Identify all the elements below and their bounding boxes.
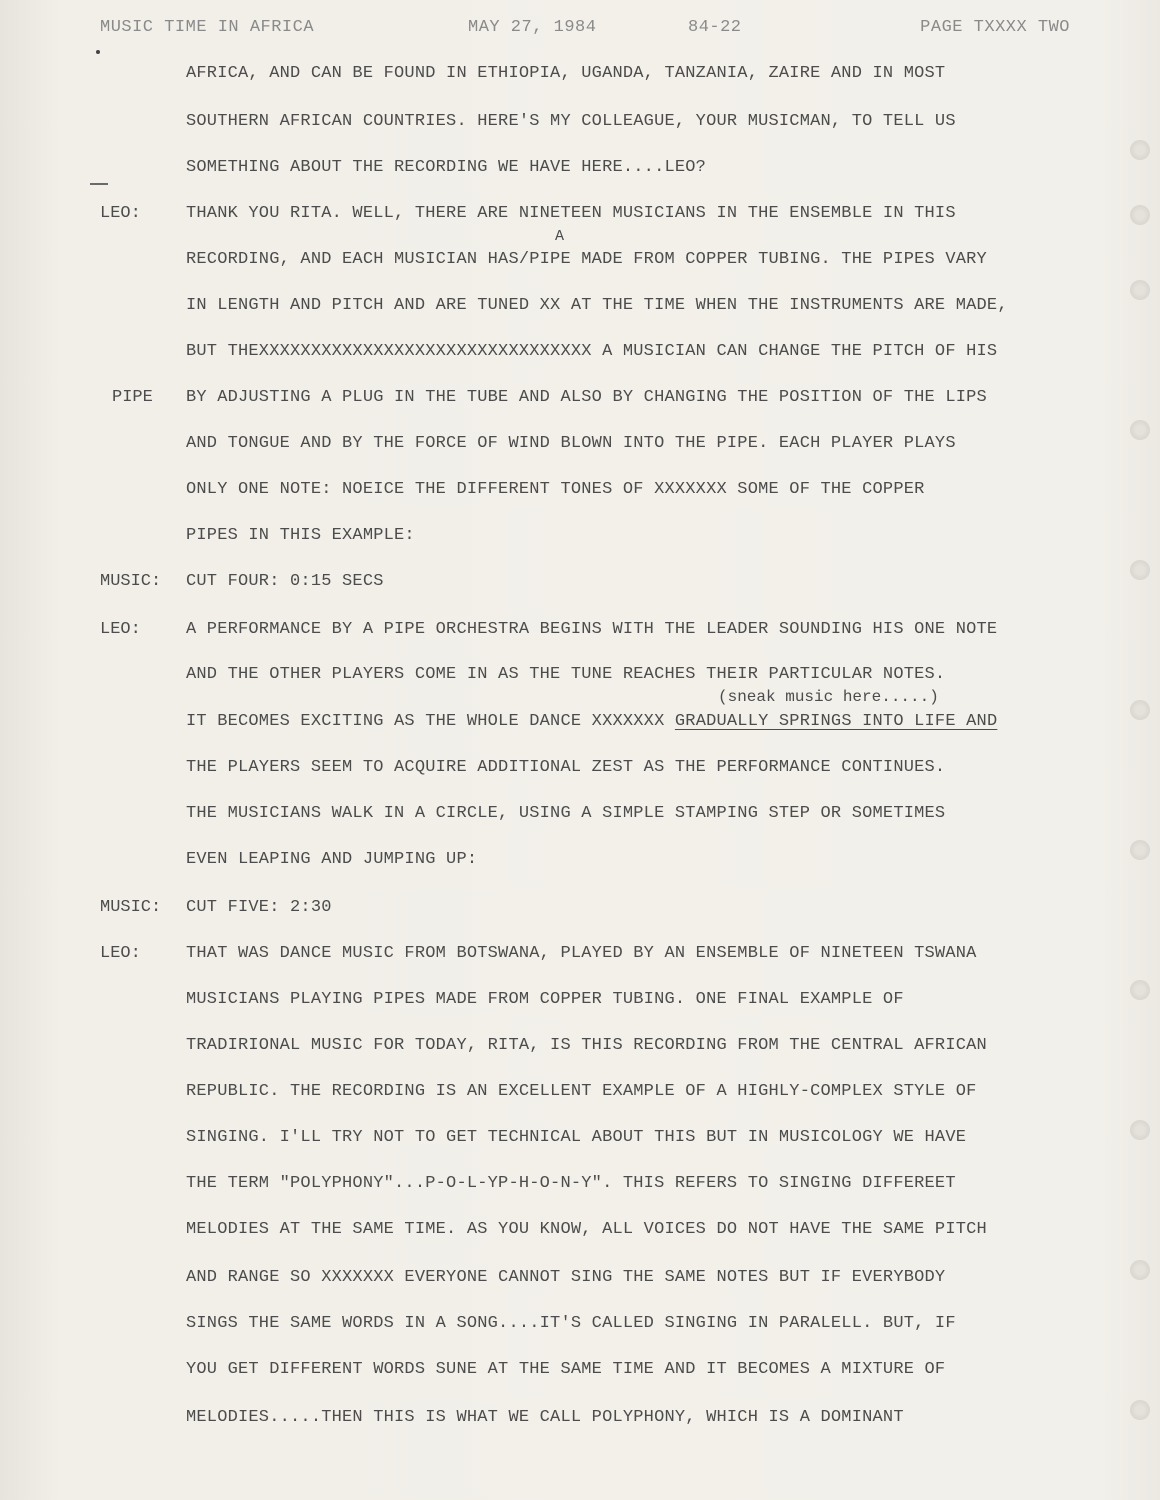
punch-hole	[1130, 560, 1150, 580]
script-line: REPUBLIC. THE RECORDING IS AN EXCELLENT EXAMPLE OF A HIGHLY-COMPLEX STYLE OF	[186, 1082, 977, 1101]
script-line: RECORDING, AND EACH MUSICIAN HAS/PIPE MADE FROM COPPER TUBING. THE PIPES VARY	[186, 250, 987, 269]
punch-hole	[1130, 140, 1150, 160]
header-date: MAY 27, 1984	[468, 18, 597, 37]
script-line: IN LENGTH AND PITCH AND ARE TUNED XX AT THE TIME WHEN THE INSTRUMENTS ARE MADE,	[186, 296, 1008, 315]
script-line: CUT FOUR: 0:15 SECS	[186, 572, 384, 591]
script-line: SINGS THE SAME WORDS IN A SONG....IT'S CALLED SINGING IN PARALELL. BUT, IF	[186, 1314, 956, 1333]
script-line: SOUTHERN AFRICAN COUNTRIES. HERE'S MY COLLEAGUE, YOUR MUSICMAN, TO TELL US	[186, 112, 956, 131]
handwritten-insertion: A	[555, 228, 565, 245]
punch-hole	[1130, 1400, 1150, 1420]
script-line: CUT FIVE: 2:30	[186, 898, 332, 917]
script-line: THE PLAYERS SEEM TO ACQUIRE ADDITIONAL ZEST AS THE PERFORMANCE CONTINUES.	[186, 758, 946, 777]
script-line: AFRICA, AND CAN BE FOUND IN ETHIOPIA, UGANDA, TANZANIA, ZAIRE AND IN MOST	[186, 64, 946, 83]
script-line: TRADIRIONAL MUSIC FOR TODAY, RITA, IS THIS RECORDING FROM THE CENTRAL AFRICAN	[186, 1036, 987, 1055]
script-line: EVEN LEAPING AND JUMPING UP:	[186, 850, 478, 869]
script-line: BY ADJUSTING A PLUG IN THE TUBE AND ALSO BY CHANGING THE POSITION OF THE LIPS	[186, 388, 987, 407]
script-line: THANK YOU RITA. WELL, THERE ARE NINETEEN MUSICIANS IN THE ENSEMBLE IN THIS	[186, 204, 956, 223]
punch-hole	[1130, 840, 1150, 860]
script-line: ONLY ONE NOTE: NOEICE THE DIFFERENT TONES OF XXXXXXX SOME OF THE COPPER	[186, 480, 925, 499]
script-line-text: IT BECOMES EXCITING AS THE WHOLE DANCE XXXXXXX	[186, 712, 675, 731]
punch-hole	[1130, 280, 1150, 300]
punch-hole	[1130, 1120, 1150, 1140]
punch-hole	[1130, 980, 1150, 1000]
script-line: BUT THEXXXXXXXXXXXXXXXXXXXXXXXXXXXXXXXX A MUSICIAN CAN CHANGE THE PITCH OF HIS	[186, 342, 998, 361]
header-title: MUSIC TIME IN AFRICA	[100, 18, 315, 37]
script-line: AND TONGUE AND BY THE FORCE OF WIND BLOWN INTO THE PIPE. EACH PLAYER PLAYS	[186, 434, 956, 453]
script-line: AND RANGE SO XXXXXXX EVERYONE CANNOT SING THE SAME NOTES BUT IF EVERYBODY	[186, 1268, 946, 1287]
page-header	[100, 18, 1070, 44]
script-line: SINGING. I'LL TRY NOT TO GET TECHNICAL ABOUT THIS BUT IN MUSICOLOGY WE HAVE	[186, 1128, 967, 1147]
script-line: MELODIES.....THEN THIS IS WHAT WE CALL POLYPHONY, WHICH IS A DOMINANT	[186, 1408, 904, 1427]
punch-hole	[1130, 1260, 1150, 1280]
speaker-label-music: MUSIC:	[100, 898, 162, 917]
punch-hole	[1130, 700, 1150, 720]
margin-note: PIPE	[112, 388, 153, 407]
header-code: 84-22	[688, 18, 742, 37]
script-line: SOMETHING ABOUT THE RECORDING WE HAVE HERE....LEO?	[186, 158, 707, 177]
script-line: A PERFORMANCE BY A PIPE ORCHESTRA BEGINS WITH THE LEADER SOUNDING HIS ONE NOTE	[186, 620, 998, 639]
script-line: THAT WAS DANCE MUSIC FROM BOTSWANA, PLAYED BY AN ENSEMBLE OF NINETEEN TSWANA	[186, 944, 977, 963]
speaker-label-leo: LEO:	[100, 620, 141, 639]
script-line: THE TERM "POLYPHONY"...P-O-L-YP-H-O-N-Y". THIS REFERS TO SINGING DIFFEREET	[186, 1174, 956, 1193]
punch-hole	[1130, 205, 1150, 225]
script-line	[186, 712, 997, 731]
speaker-label-leo: LEO:	[100, 944, 141, 963]
script-line: MELODIES AT THE SAME TIME. AS YOU KNOW, ALL VOICES DO NOT HAVE THE SAME PITCH	[186, 1220, 987, 1239]
header-page-number: PAGE TXXXX TWO	[920, 18, 1070, 37]
script-line: YOU GET DIFFERENT WORDS SUNE AT THE SAME TIME AND IT BECOMES A MIXTURE OF	[186, 1360, 946, 1379]
script-line: MUSICIANS PLAYING PIPES MADE FROM COPPER TUBING. ONE FINAL EXAMPLE OF	[186, 990, 904, 1009]
underlined-text: GRADUALLY SPRINGS INTO LIFE AND	[674, 712, 998, 731]
script-line: THE MUSICIANS WALK IN A CIRCLE, USING A SIMPLE STAMPING STEP OR SOMETIMES	[186, 804, 946, 823]
margin-dash	[90, 183, 108, 185]
punch-hole	[1130, 420, 1150, 440]
script-line: PIPES IN THIS EXAMPLE:	[186, 526, 415, 545]
speaker-label-music: MUSIC:	[100, 572, 162, 591]
script-line: AND THE OTHER PLAYERS COME IN AS THE TUNE REACHES THEIR PARTICULAR NOTES.	[186, 665, 946, 684]
sneak-music-note: (sneak music here.....)	[718, 688, 939, 706]
speaker-label-leo: LEO:	[100, 204, 141, 223]
margin-dot	[96, 50, 100, 54]
